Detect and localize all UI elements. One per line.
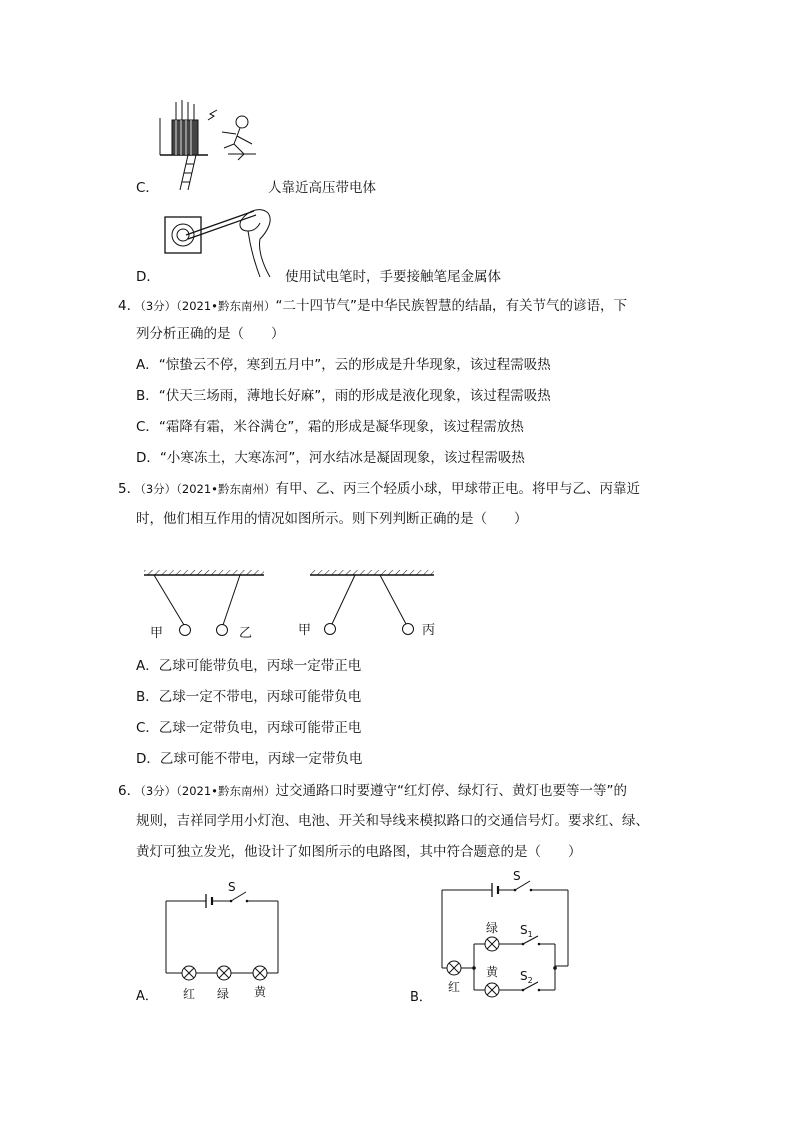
high-voltage-illustration [160, 98, 260, 190]
q4-option-a: A．“惊蛰云不停，寒到五月中”，云的形成是升华现象，该过程需吸热 [136, 357, 551, 373]
q4-stem-line2: 列分析正确的是（ ） [136, 326, 285, 342]
circuit-b-lamp-green-icon [485, 937, 499, 951]
circuit-a-green-label: 绿 [217, 987, 230, 1001]
q4-stem-text: “二十四节气”是中华民族智慧的结晶，有关节气的谚语，下 [275, 298, 627, 314]
q4-stem-line1 [118, 294, 627, 314]
q5-stem-line1 [118, 477, 640, 497]
q6-stem-line2: 规则，吉祥同学用小灯泡、电池、开关和导线来模拟路口的交通信号灯。要求红、绿、 [136, 813, 649, 829]
ball-label-bing: 丙 [422, 623, 436, 638]
ball-label-jia-right: 甲 [298, 623, 312, 638]
q6-stem-line3: 黄灯可独立发光，他设计了如图所示的电路图，其中符合题意的是（ ） [136, 844, 582, 860]
q6-stem-text: 过交通路口时要遵守“红灯停、绿灯行、黄灯也要等一等”的 [275, 783, 627, 799]
circuit-b-letter: B． [410, 990, 432, 1005]
q5-stem-text: 有甲、乙、丙三个轻质小球，甲球带正电。将甲与乙、丙靠近 [275, 481, 640, 497]
prev-option-d-text: 使用试电笔时，手要接触笔尾金属体 [285, 269, 501, 285]
q4-number: 4． [118, 298, 141, 314]
q4-meta: （3分）（2021•黔东南州） [140, 299, 276, 313]
circuit-b-green-label: 绿 [486, 921, 499, 935]
ball-label-yi: 乙 [239, 626, 253, 641]
q6-meta: （3分）（2021•黔东南州） [140, 784, 276, 798]
q4-option-b: B．“伏天三场雨，薄地长好麻”，雨的形成是液化现象，该过程需吸热 [136, 388, 551, 404]
circuit-a-yellow-label: 黄 [254, 985, 267, 999]
test-pen-illustration [162, 205, 282, 280]
q5-option-d: D．乙球可能不带电，丙球一定带负电 [136, 751, 363, 767]
circuit-b-lamp-red-icon [447, 961, 461, 975]
circuit-diagram-b [410, 868, 590, 1008]
lamp-green-icon [217, 966, 231, 980]
circuit-b-s1-label: $S_1$ [520, 923, 533, 939]
q5-stem-line2: 时，他们相互作用的情况如图所示。则下列判断正确的是（ ） [136, 511, 528, 527]
circuit-a-switch-label: S [228, 880, 236, 894]
prev-option-d-letter: D． [136, 269, 160, 285]
q5-meta: （3分）（2021•黔东南州） [140, 482, 276, 496]
prev-option-c-text: 人靠近高压带电体 [268, 180, 376, 196]
q5-option-b: B．乙球一定不带电，丙球可能带负电 [136, 689, 362, 705]
circuit-a-red-label: 红 [183, 987, 196, 1001]
q4-option-d: D．“小寒冻土，大寒冻河”，河水结冰是凝固现象，该过程需吸热 [136, 450, 525, 466]
lamp-red-icon [182, 966, 196, 980]
circuit-b-red-label: 红 [448, 980, 461, 994]
circuit-b-switch-label: S [513, 869, 521, 883]
q5-number: 5． [118, 481, 141, 497]
circuit-a-letter: A． [136, 989, 158, 1004]
q4-option-c: C．“霜降有霜，米谷满仓”，霜的形成是凝华现象，该过程需放热 [136, 419, 524, 435]
circuit-b-yellow-label: 黄 [486, 965, 499, 979]
q5-option-a: A．乙球可能带负电，丙球一定带正电 [136, 658, 362, 674]
q6-stem-line1 [118, 779, 627, 799]
circuit-b-s2-label: $S_2$ [520, 969, 533, 985]
circuit-diagram-a [136, 878, 296, 1008]
circuit-b-lamp-yellow-icon [485, 983, 499, 997]
charged-balls-figure [140, 568, 450, 643]
prev-option-c-letter: C． [136, 180, 159, 196]
q6-number: 6． [118, 783, 141, 799]
q5-option-c: C．乙球一定带负电，丙球可能带正电 [136, 720, 362, 736]
lamp-yellow-icon [253, 966, 267, 980]
ball-label-jia-left: 甲 [150, 626, 164, 641]
